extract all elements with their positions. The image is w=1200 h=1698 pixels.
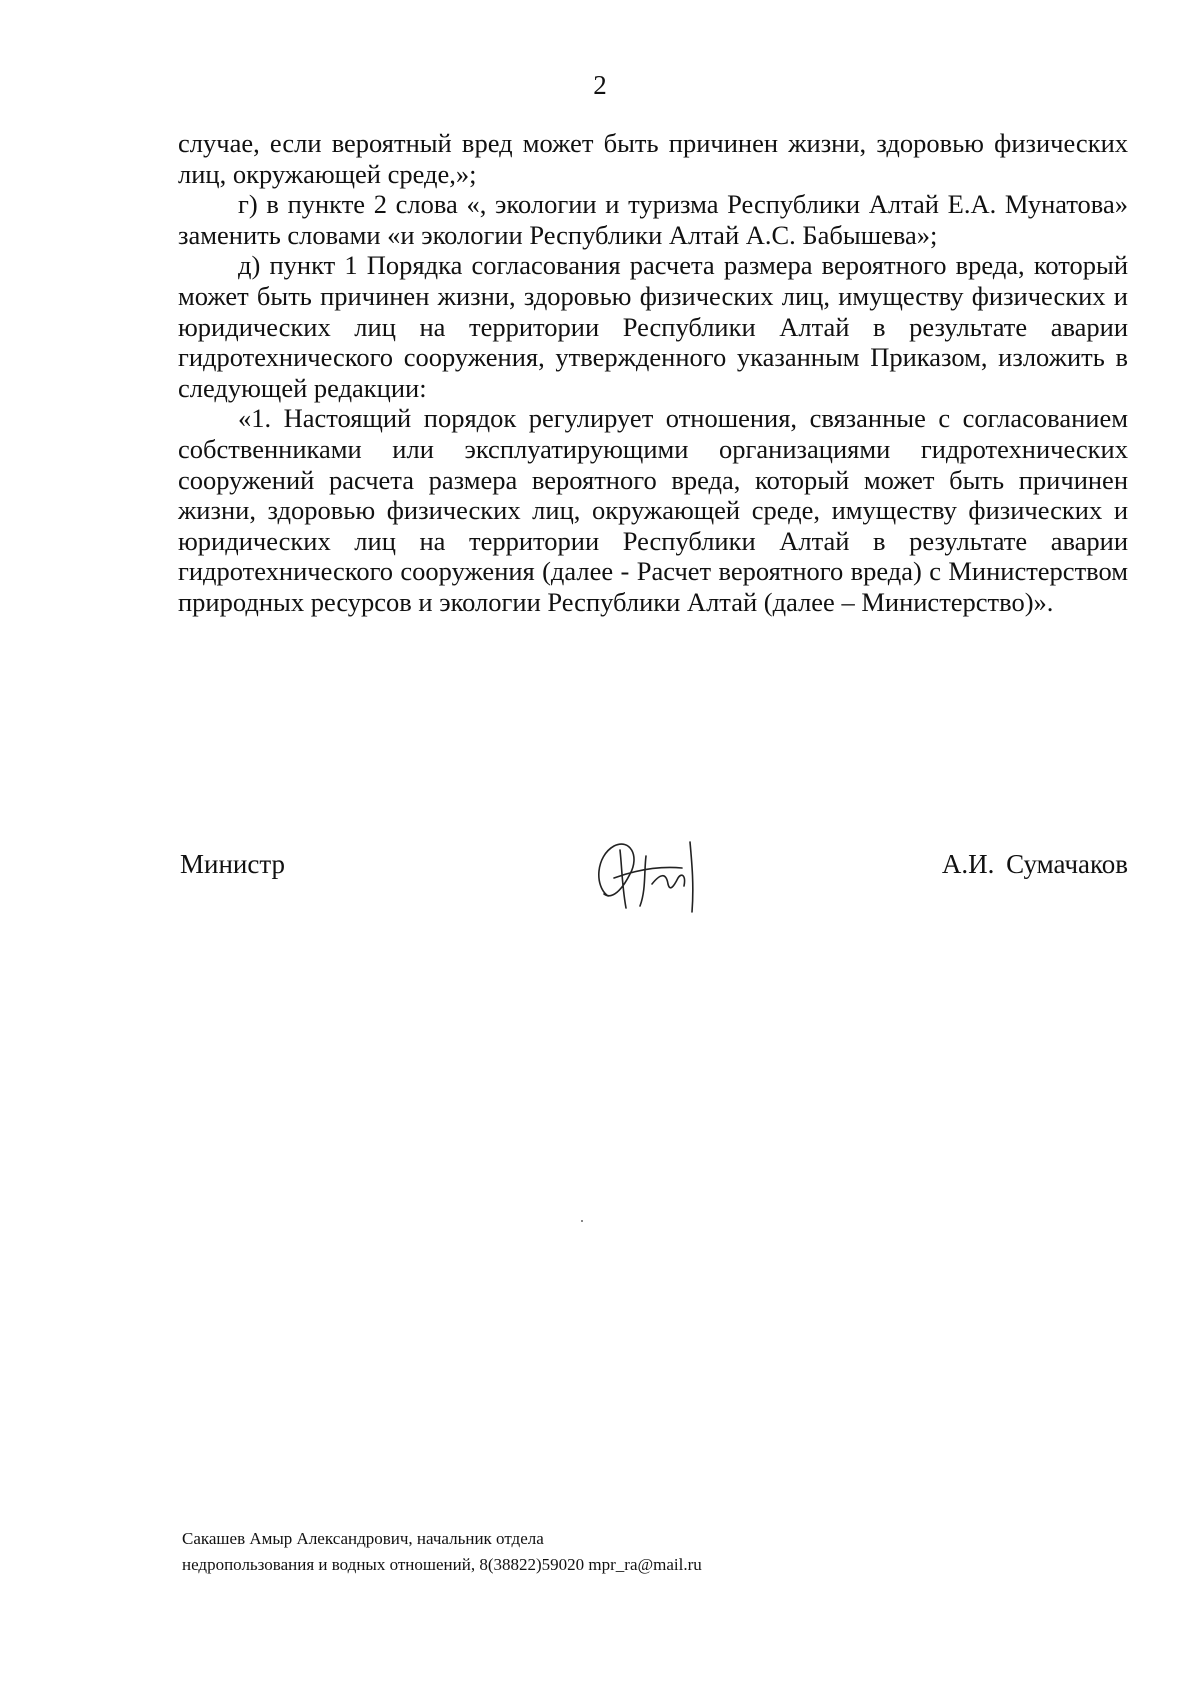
signature-block bbox=[0, 820, 1200, 930]
paragraph-item-g: г) в пункте 2 слова «, экологии и туризма Республики Алтай Е.А. Мунатова» заменить словами «и экологии Республики Алтай А.С. Бабышева»; bbox=[178, 189, 1128, 250]
signer-name: А.И. Сумачаков bbox=[941, 849, 1128, 879]
handwritten-signature bbox=[586, 820, 716, 930]
page-number: 2 bbox=[593, 70, 607, 100]
paragraph-quoted-item-1: «1. Настоящий порядок регулирует отношения, связанные с согласованием собственниками или эксплуатирующими организациями гидротехнических сооружений расчета размера вероятного вреда, который может быть причинен жизни, здоровью физических лиц, окружающей среде, имуществу физических и юридических лиц на территории Республики Алтай в результате аварии гидротехнического сооружения (далее - Расчет вероятного вреда) с Министерством природных ресурсов и экологии Республики Алтай (далее – Министерство)». bbox=[178, 403, 1128, 617]
document-body bbox=[178, 128, 1128, 618]
paragraph-continuation: случае, если вероятный вред может быть причинен жизни, здоровью физических лиц, окружающей среде,»; bbox=[178, 128, 1128, 189]
executor-info bbox=[182, 1526, 702, 1578]
executor-line-1: Сакашев Амыр Александрович, начальник отдела bbox=[182, 1529, 544, 1548]
scan-dot bbox=[581, 1220, 583, 1222]
paragraph-item-d: д) пункт 1 Порядка согласования расчета размера вероятного вреда, который может быть причинен жизни, здоровью физических лиц, имуществу физических и юридических лиц на территории Республики Алтай в результате аварии гидротехнического сооружения, утвержденного указанным Приказом, изложить в следующей редакции: bbox=[178, 250, 1128, 403]
executor-line-2: недропользования и водных отношений, 8(38822)59020 mpr_ra@mail.ru bbox=[182, 1555, 702, 1574]
signer-position: Министр bbox=[180, 849, 285, 879]
